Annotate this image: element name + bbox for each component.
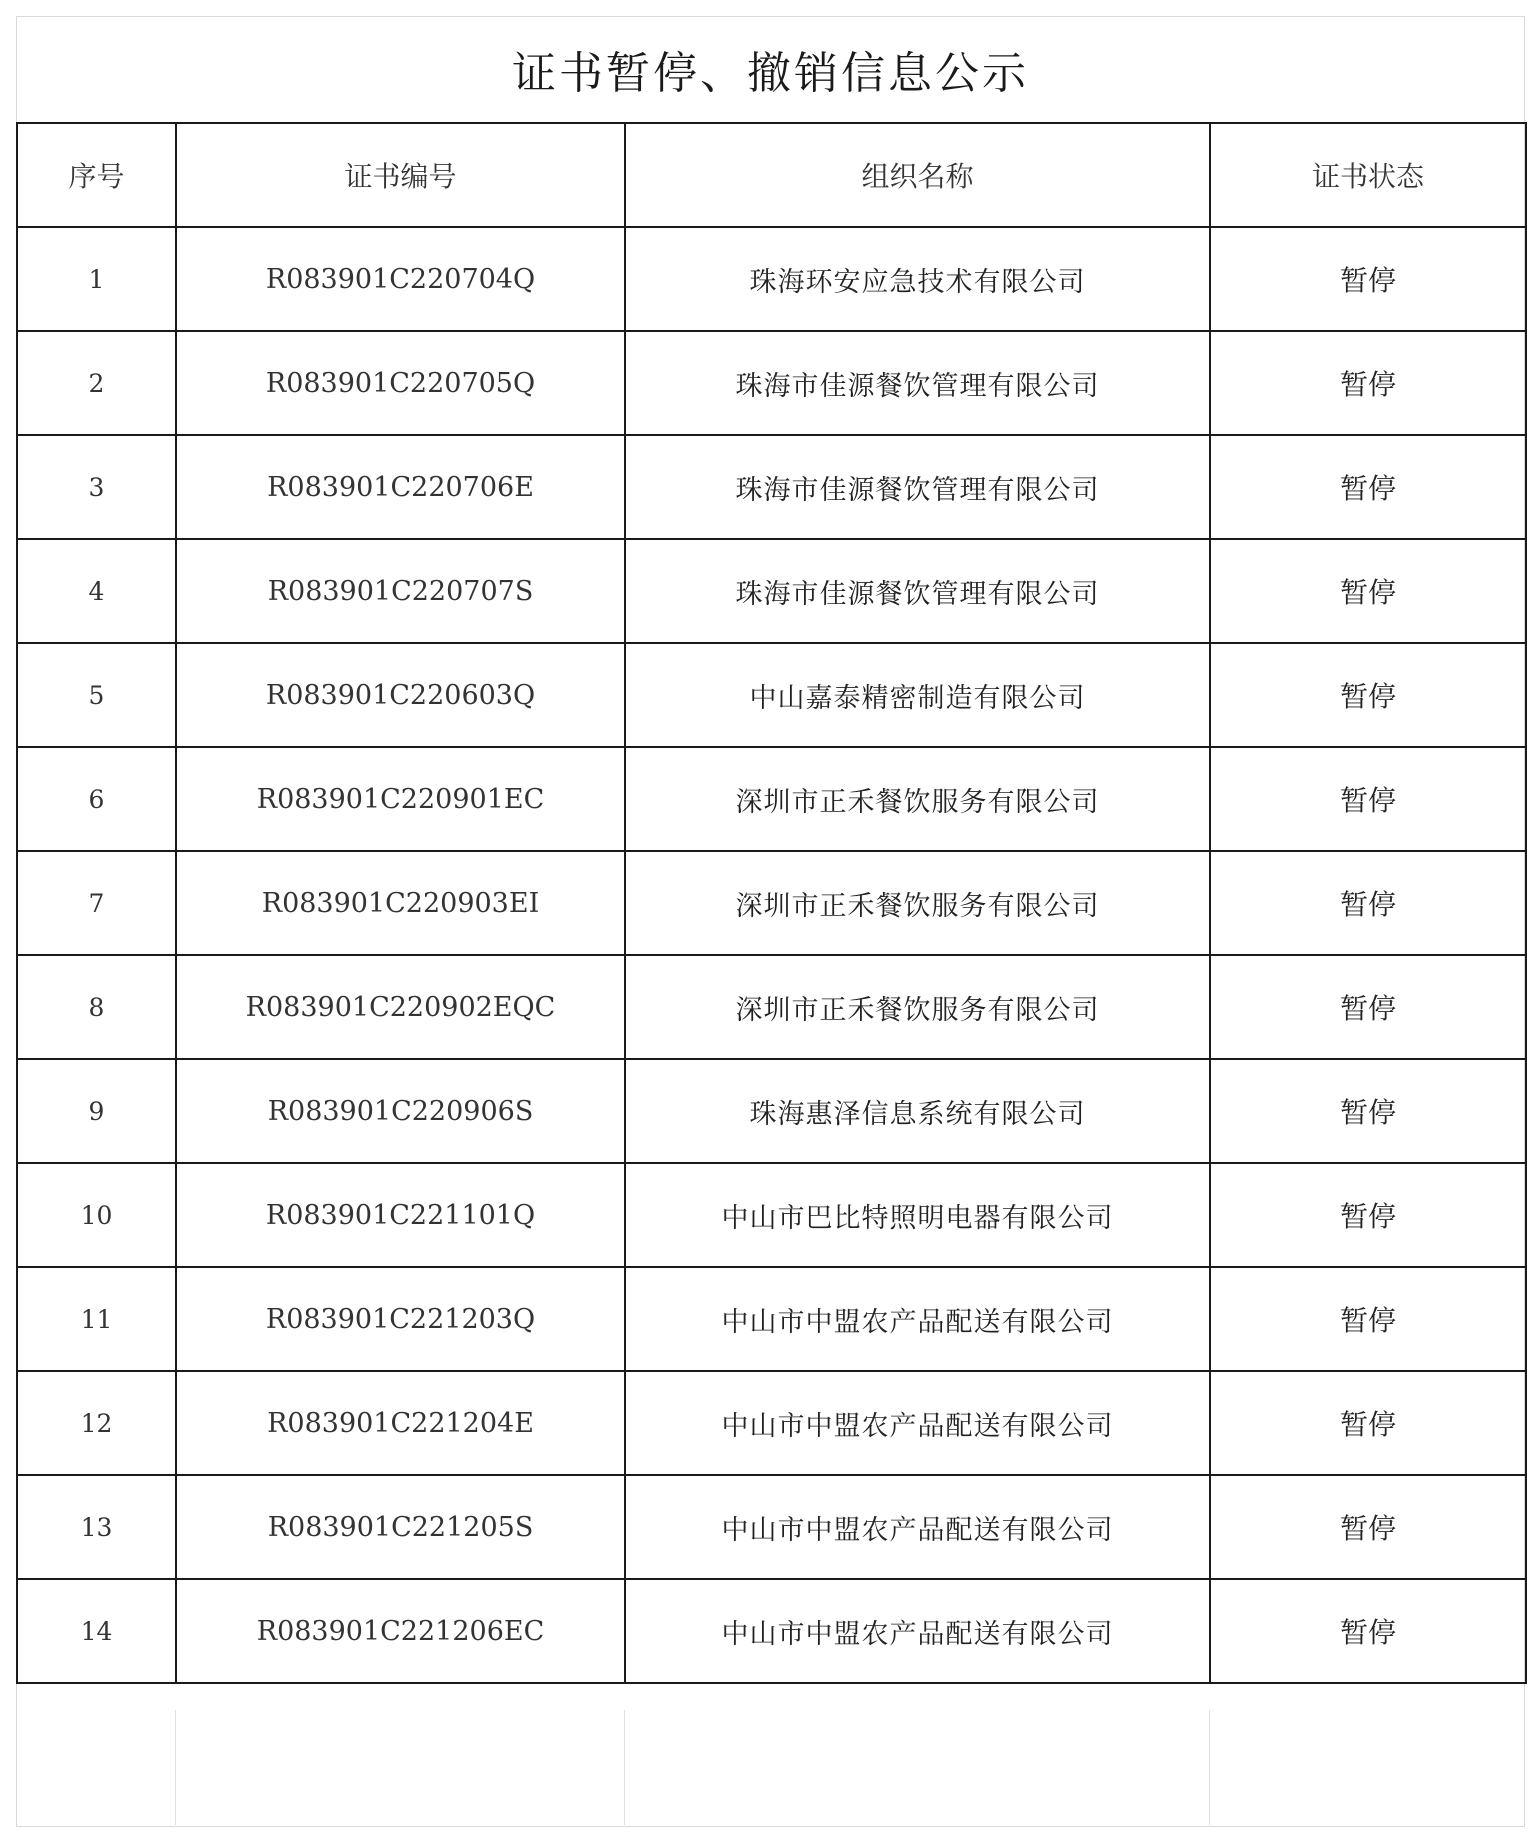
empty-row xyxy=(16,1710,1525,1825)
table-row xyxy=(17,1267,1526,1371)
cell-status: 暂停 xyxy=(1210,1475,1526,1579)
title-row xyxy=(16,16,1525,122)
cell-index: 11 xyxy=(17,1267,176,1371)
cell-org-name: 深圳市正禾餐饮服务有限公司 xyxy=(625,747,1210,851)
cell-status: 暂停 xyxy=(1210,643,1526,747)
cell-index: 6 xyxy=(17,747,176,851)
cell-status: 暂停 xyxy=(1210,227,1526,331)
cell-cert-no: R083901C220704Q xyxy=(176,227,625,331)
cell-index: 1 xyxy=(17,227,176,331)
cell-org-name: 中山市中盟农产品配送有限公司 xyxy=(625,1371,1210,1475)
table-row xyxy=(17,1579,1526,1683)
cell-index: 7 xyxy=(17,851,176,955)
table-row xyxy=(17,1059,1526,1163)
cell-status: 暂停 xyxy=(1210,1579,1526,1683)
cell-org-name: 深圳市正禾餐饮服务有限公司 xyxy=(625,851,1210,955)
cell-cert-no: R083901C221101Q xyxy=(176,1163,625,1267)
empty-row-divider xyxy=(624,1710,625,1825)
header-index: 序号 xyxy=(17,123,176,227)
cell-cert-no: R083901C220706E xyxy=(176,435,625,539)
cell-org-name: 深圳市正禾餐饮服务有限公司 xyxy=(625,955,1210,1059)
cell-cert-no: R083901C220903EI xyxy=(176,851,625,955)
cell-status: 暂停 xyxy=(1210,1163,1526,1267)
empty-row-divider xyxy=(175,1710,176,1825)
cell-index: 9 xyxy=(17,1059,176,1163)
cell-cert-no: R083901C221205S xyxy=(176,1475,625,1579)
header-org: 组织名称 xyxy=(625,123,1210,227)
cell-cert-no: R083901C221203Q xyxy=(176,1267,625,1371)
table-body xyxy=(17,227,1526,1683)
table-row xyxy=(17,955,1526,1059)
cell-index: 13 xyxy=(17,1475,176,1579)
cell-org-name: 珠海惠泽信息系统有限公司 xyxy=(625,1059,1210,1163)
cell-index: 12 xyxy=(17,1371,176,1475)
cell-cert-no: R083901C220906S xyxy=(176,1059,625,1163)
cell-cert-no: R083901C221204E xyxy=(176,1371,625,1475)
cell-status: 暂停 xyxy=(1210,1371,1526,1475)
cell-cert-no: R083901C221206EC xyxy=(176,1579,625,1683)
cell-index: 2 xyxy=(17,331,176,435)
cell-status: 暂停 xyxy=(1210,747,1526,851)
cell-status: 暂停 xyxy=(1210,539,1526,643)
cell-org-name: 中山市中盟农产品配送有限公司 xyxy=(625,1267,1210,1371)
header-status: 证书状态 xyxy=(1210,123,1526,227)
cell-index: 3 xyxy=(17,435,176,539)
cell-cert-no: R083901C220603Q xyxy=(176,643,625,747)
table-row xyxy=(17,747,1526,851)
cell-status: 暂停 xyxy=(1210,1059,1526,1163)
page-title: 证书暂停、撤销信息公示 xyxy=(512,48,1029,99)
cell-index: 8 xyxy=(17,955,176,1059)
table-row xyxy=(17,851,1526,955)
cell-status: 暂停 xyxy=(1210,851,1526,955)
cell-status: 暂停 xyxy=(1210,435,1526,539)
cell-cert-no: R083901C220705Q xyxy=(176,331,625,435)
cell-org-name: 中山市中盟农产品配送有限公司 xyxy=(625,1579,1210,1683)
cell-cert-no: R083901C220902EQC xyxy=(176,955,625,1059)
cell-status: 暂停 xyxy=(1210,331,1526,435)
table-row xyxy=(17,1371,1526,1475)
table-header-row xyxy=(17,123,1526,227)
table-row xyxy=(17,1163,1526,1267)
cell-org-name: 珠海市佳源餐饮管理有限公司 xyxy=(625,435,1210,539)
table-row xyxy=(17,643,1526,747)
cell-org-name: 中山市巴比特照明电器有限公司 xyxy=(625,1163,1210,1267)
cell-index: 4 xyxy=(17,539,176,643)
cell-cert-no: R083901C220901EC xyxy=(176,747,625,851)
cell-cert-no: R083901C220707S xyxy=(176,539,625,643)
cell-org-name: 珠海市佳源餐饮管理有限公司 xyxy=(625,539,1210,643)
table-row xyxy=(17,1475,1526,1579)
table-row xyxy=(17,227,1526,331)
cell-index: 10 xyxy=(17,1163,176,1267)
empty-row-divider xyxy=(1209,1710,1210,1825)
table-row xyxy=(17,539,1526,643)
cell-status: 暂停 xyxy=(1210,1267,1526,1371)
table-row xyxy=(17,435,1526,539)
cell-org-name: 珠海市佳源餐饮管理有限公司 xyxy=(625,331,1210,435)
cell-status: 暂停 xyxy=(1210,955,1526,1059)
header-cert-no: 证书编号 xyxy=(176,123,625,227)
cell-index: 5 xyxy=(17,643,176,747)
cell-index: 14 xyxy=(17,1579,176,1683)
cell-org-name: 中山嘉泰精密制造有限公司 xyxy=(625,643,1210,747)
cell-org-name: 中山市中盟农产品配送有限公司 xyxy=(625,1475,1210,1579)
certificate-table xyxy=(16,122,1527,1684)
cell-org-name: 珠海环安应急技术有限公司 xyxy=(625,227,1210,331)
table-row xyxy=(17,331,1526,435)
